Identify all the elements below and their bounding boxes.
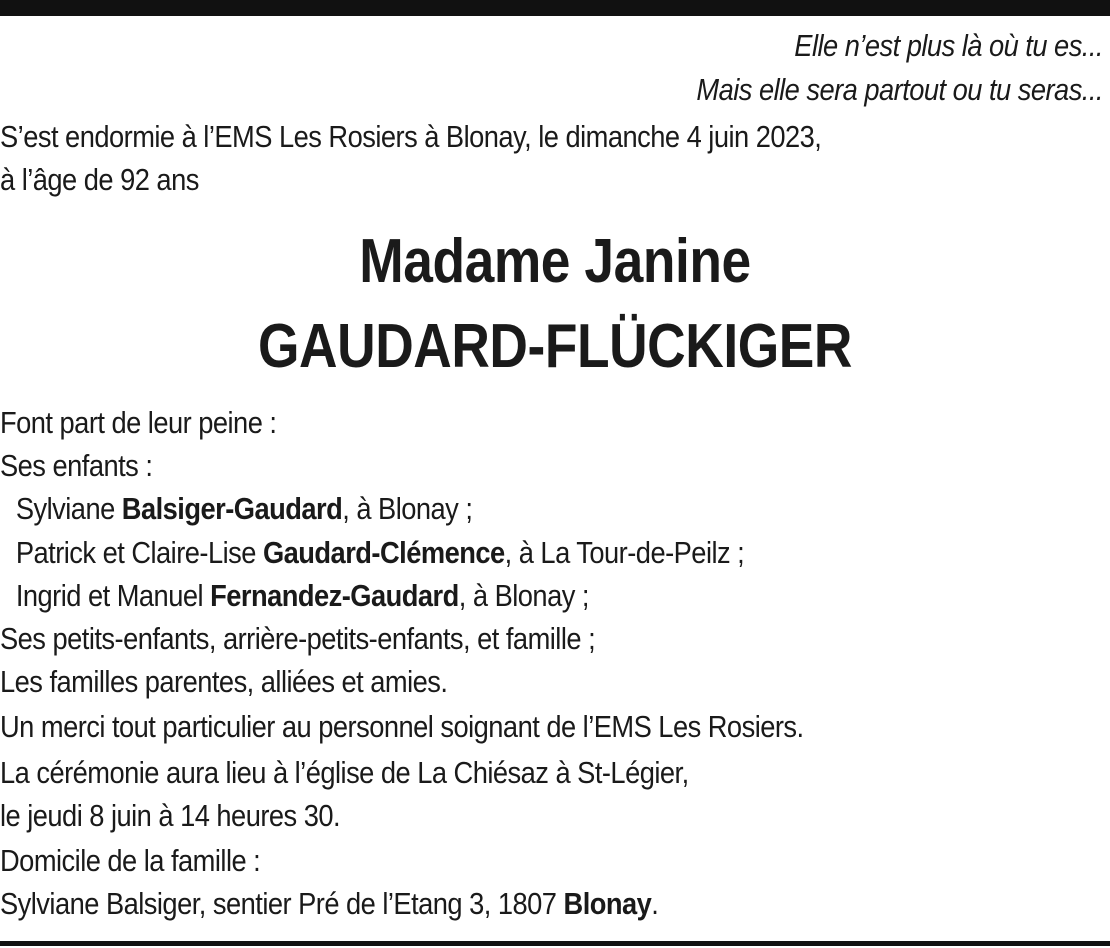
child-place: , à Blonay ; bbox=[342, 491, 473, 527]
child-first-names: Sylviane bbox=[15, 491, 122, 527]
deceased-name-line-1: Madame Janine bbox=[359, 227, 751, 296]
deceased-name-line-2: GAUDARD-FLÜCKIGER bbox=[258, 312, 852, 381]
child-entry bbox=[0, 487, 1100, 530]
epigraph-line-1: Elle n’est plus là où tu es... bbox=[794, 28, 1103, 63]
children-heading: Ses enfants : bbox=[0, 448, 153, 484]
deceased-name bbox=[0, 219, 1110, 389]
announcement-line-2: à l’âge de 92 ans bbox=[0, 162, 199, 197]
thanks-line: Un merci tout particulier au personnel soignant de l’EMS Les Rosiers. bbox=[0, 709, 804, 745]
child-surname: Gaudard-Clémence bbox=[262, 534, 505, 570]
ceremony-line-2: le jeudi 8 juin à 14 heures 30. bbox=[0, 797, 341, 833]
death-announcement bbox=[0, 115, 1056, 201]
epigraph bbox=[133, 24, 1110, 112]
domicile-end: . bbox=[651, 886, 659, 922]
domicile-street: Sylviane Balsiger, sentier Pré de l’Etang 3, 1807 bbox=[0, 886, 564, 922]
families-line: Les familles parentes, alliées et amies. bbox=[0, 664, 448, 700]
child-first-names: Ingrid et Manuel bbox=[15, 577, 211, 613]
notice-body bbox=[0, 401, 1100, 925]
child-surname: Fernandez-Gaudard bbox=[210, 577, 459, 613]
ceremony-line-1: La cérémonie aura lieu à l’église de La Chiésaz à St-Légier, bbox=[0, 754, 689, 790]
top-border-rule bbox=[0, 0, 1110, 16]
child-entry bbox=[0, 531, 1100, 574]
mourners-intro: Font part de leur peine : bbox=[0, 405, 277, 440]
domicile-heading: Domicile de la famille : bbox=[0, 843, 261, 879]
obituary-notice bbox=[0, 24, 1110, 925]
child-place: , à Blonay ; bbox=[458, 577, 589, 613]
bottom-border-rule bbox=[0, 941, 1110, 946]
announcement-line-1: S’est endormie à l’EMS Les Rosiers à Blonay, le dimanche 4 juin 2023, bbox=[0, 119, 822, 154]
epigraph-line-2: Mais elle sera partout ou tu seras... bbox=[696, 72, 1103, 107]
child-place: , à La Tour-de-Peilz ; bbox=[504, 534, 745, 570]
domicile-address bbox=[0, 882, 1100, 925]
grandchildren-line: Ses petits-enfants, arrière-petits-enfants, et famille ; bbox=[0, 621, 596, 657]
child-first-names: Patrick et Claire-Lise bbox=[15, 534, 263, 570]
child-surname: Balsiger-Gaudard bbox=[121, 491, 343, 527]
child-entry bbox=[0, 574, 1100, 617]
domicile-town: Blonay bbox=[563, 886, 652, 922]
